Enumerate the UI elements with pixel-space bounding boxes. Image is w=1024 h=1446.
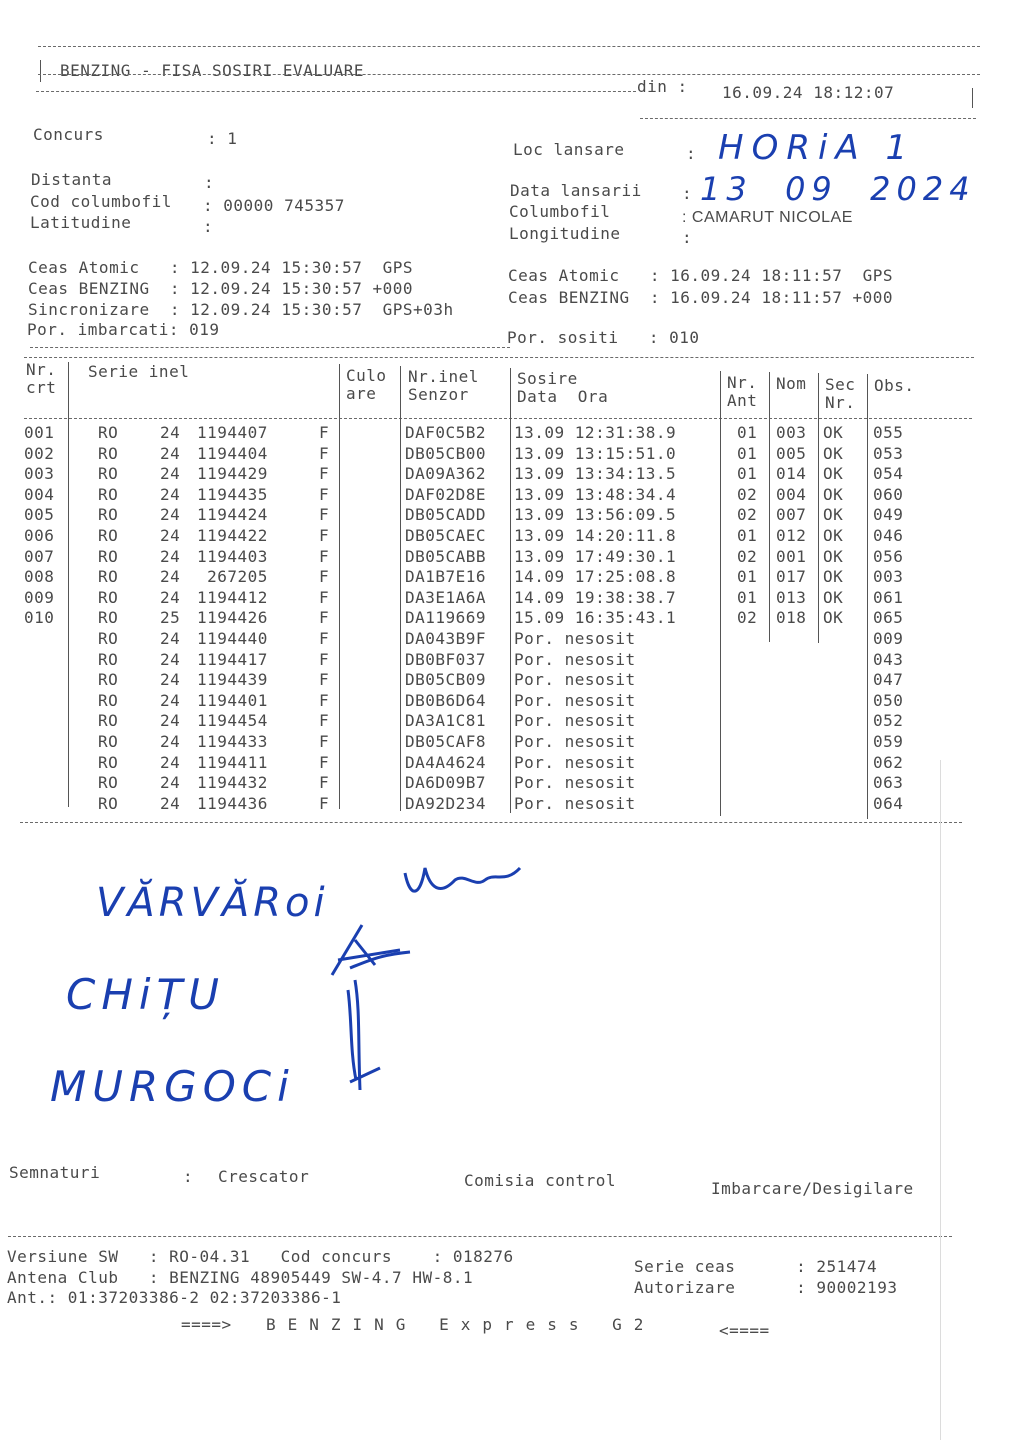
cell-nr-crt: 005: [24, 505, 55, 525]
cell-country: RO: [98, 608, 119, 628]
semnaturi-colon: :: [183, 1167, 194, 1186]
cell-ant: 02: [737, 484, 758, 504]
cell-senzor: DA09A362: [405, 464, 487, 484]
cell-ring-number: 1194439: [197, 670, 268, 690]
cod-columbofil-label: Cod columbofil: [30, 192, 172, 211]
cell-ring-number: 267205: [197, 567, 268, 587]
clock-left-3: Sincronizare : 12.09.24 15:30:57 GPS+03h: [28, 300, 454, 319]
cell-country: RO: [98, 484, 119, 504]
cell-senzor: DAF02D8E: [405, 484, 487, 504]
cell-senzor: DB05CB09: [405, 670, 487, 690]
cell-obs: 003: [873, 567, 904, 587]
brand-banner: BENZING Express G2: [266, 1315, 656, 1334]
cell-sosire: 13.09 14:20:11.8: [514, 526, 677, 545]
cell-nr-crt: 008: [24, 567, 55, 587]
cell-year: 24: [160, 773, 181, 793]
cell-obs: 065: [873, 608, 904, 628]
signature-3: [330, 970, 390, 1100]
cell-senzor: DA4A4624: [405, 752, 487, 772]
table-row: [0, 754, 1024, 774]
cell-sec: OK: [823, 484, 844, 504]
cell-ant: 01: [737, 526, 758, 545]
imbarcare-label: Imbarcare/Desigilare: [711, 1179, 914, 1198]
cell-sex: F: [319, 773, 330, 793]
cell-nr-crt: 002: [24, 443, 55, 463]
cell-obs: 056: [873, 546, 904, 566]
cell-obs: 064: [873, 793, 904, 813]
cell-senzor: DA119669: [405, 608, 487, 628]
cell-sex: F: [319, 423, 330, 442]
cell-year: 24: [160, 484, 181, 504]
cell-country: RO: [98, 629, 119, 648]
cell-nom: 003: [776, 423, 807, 442]
title-left-bar: [40, 60, 41, 82]
cell-sex: F: [319, 587, 330, 607]
footer-serie-ceas: Serie ceas : 251474: [634, 1257, 878, 1276]
distanta-label: Distanta: [31, 170, 113, 189]
table-row: [0, 609, 1024, 629]
cell-nom: 017: [776, 567, 807, 587]
data-lansarii-value: 13 09 2024: [700, 170, 976, 208]
cell-sosire: Por. nesosit: [514, 773, 636, 793]
cell-year: 24: [160, 690, 181, 710]
cell-obs: 061: [873, 587, 904, 607]
loc-lansare-label: Loc lansare: [513, 140, 625, 159]
clock-left-4: Por. imbarcati: 019: [27, 320, 220, 339]
cell-ring-number: 1194411: [197, 752, 268, 772]
cell-senzor: DA92D234: [405, 793, 487, 813]
table-row: [0, 445, 1024, 465]
cell-country: RO: [98, 443, 119, 463]
cell-nom: 005: [776, 443, 807, 463]
cell-obs: 009: [873, 629, 904, 648]
cell-country: RO: [98, 505, 119, 525]
cell-country: RO: [98, 690, 119, 710]
cell-nom: 013: [776, 587, 807, 607]
table-row: [0, 465, 1024, 485]
title-right-bar: [972, 88, 973, 108]
clock-right-1: Ceas Atomic : 16.09.24 18:11:57 GPS: [508, 266, 894, 285]
top-rule: [38, 46, 980, 47]
header-bottom-rule-2: [640, 118, 976, 119]
cell-nr-crt: 006: [24, 526, 55, 545]
cell-nom: 004: [776, 484, 807, 504]
cell-year: 24: [160, 629, 181, 648]
cell-ant: 01: [737, 423, 758, 442]
cell-ring-number: 1194417: [197, 649, 268, 669]
columbofil-label: Columbofil: [509, 202, 611, 221]
table-bottom-rule: [20, 822, 962, 823]
table-row: [0, 424, 1024, 444]
cell-sex: F: [319, 752, 330, 772]
cell-ant: 02: [737, 546, 758, 566]
cell-ring-number: 1194426: [197, 608, 268, 628]
cell-country: RO: [98, 546, 119, 566]
cell-sosire: Por. nesosit: [514, 670, 636, 690]
cell-senzor: DB0B6D64: [405, 690, 487, 710]
col-header-nr-ant: Nr. Ant: [727, 373, 758, 410]
cell-ring-number: 1194432: [197, 773, 268, 793]
cell-sex: F: [319, 732, 330, 751]
cell-sec: OK: [823, 464, 844, 484]
cell-obs: 053: [873, 443, 904, 463]
cell-sex: F: [319, 505, 330, 525]
cell-sosire: Por. nesosit: [514, 711, 636, 731]
cell-sec: OK: [823, 423, 844, 442]
table-row: [0, 733, 1024, 753]
cell-ant: 01: [737, 464, 758, 484]
cell-senzor: DA6D09B7: [405, 773, 487, 793]
table-row: [0, 692, 1024, 712]
cell-ring-number: 1194407: [197, 423, 268, 442]
cell-ring-number: 1194433: [197, 732, 268, 751]
cell-country: RO: [98, 793, 119, 813]
cell-senzor: DA1B7E16: [405, 567, 487, 587]
cell-nr-crt: 010: [24, 608, 55, 628]
col-header-serie-inel: Serie inel: [88, 362, 190, 381]
cell-sec: OK: [823, 608, 844, 628]
cell-sosire: 14.09 17:25:08.8: [514, 567, 677, 587]
cell-senzor: DB05CABB: [405, 546, 487, 566]
cell-ring-number: 1194422: [197, 526, 268, 545]
concurs-value: : 1: [207, 129, 238, 148]
cell-nom: 014: [776, 464, 807, 484]
cell-sex: F: [319, 567, 330, 587]
cell-nom: 012: [776, 526, 807, 545]
cell-ring-number: 1194440: [197, 629, 268, 648]
cell-ant: 01: [737, 567, 758, 587]
cell-nr-crt: 007: [24, 546, 55, 566]
brand-arrow-right: <====: [719, 1321, 770, 1340]
cell-sex: F: [319, 670, 330, 690]
cell-year: 24: [160, 546, 181, 566]
latitudine-label: Latitudine: [30, 213, 132, 232]
cell-country: RO: [98, 587, 119, 607]
cell-sec: OK: [823, 505, 844, 525]
cell-country: RO: [98, 670, 119, 690]
cell-obs: 052: [873, 711, 904, 731]
footer-ant: Ant.: 01:37203386-2 02:37203386-1: [7, 1288, 342, 1307]
handwritten-name-1: VĂRVĂRoi: [96, 880, 329, 926]
table-row: [0, 548, 1024, 568]
cell-country: RO: [98, 567, 119, 587]
signature-1: [400, 858, 530, 908]
cell-sosire: 15.09 16:35:43.1: [514, 608, 677, 628]
cell-obs: 049: [873, 505, 904, 525]
table-row: [0, 671, 1024, 691]
table-row: [0, 568, 1024, 588]
cell-year: 24: [160, 443, 181, 463]
cell-obs: 047: [873, 670, 904, 690]
cell-year: 24: [160, 732, 181, 751]
table-row: [0, 795, 1024, 815]
table-header-rule: [24, 418, 972, 419]
table-row: [0, 506, 1024, 526]
date-value: 16.09.24 18:12:07: [722, 83, 895, 102]
cell-ant: 02: [737, 505, 758, 525]
cell-obs: 043: [873, 649, 904, 669]
cell-year: 24: [160, 793, 181, 813]
cell-ring-number: 1194403: [197, 546, 268, 566]
cell-country: RO: [98, 423, 119, 442]
cell-year: 24: [160, 526, 181, 545]
cell-nr-crt: 009: [24, 587, 55, 607]
cell-year: 24: [160, 649, 181, 669]
cell-ring-number: 1194404: [197, 443, 268, 463]
data-lansarii-label: Data lansarii: [510, 181, 642, 200]
cell-sex: F: [319, 526, 330, 545]
distanta-colon: :: [204, 173, 215, 192]
cell-senzor: DAF0C5B2: [405, 423, 487, 442]
columbofil-value: : CAMARUT NICOLAE: [682, 209, 853, 226]
page-title: BENZING - FISA SOSIRI EVALUARE: [60, 61, 364, 80]
cell-sosire: Por. nesosit: [514, 649, 636, 669]
header-bottom-rule: [36, 91, 636, 92]
cell-obs: 062: [873, 752, 904, 772]
cell-sec: OK: [823, 443, 844, 463]
col-header-nr-crt: Nr. crt: [26, 360, 57, 397]
cell-year: 24: [160, 567, 181, 587]
cell-sosire: 14.09 19:38:38.7: [514, 587, 677, 607]
col-header-sosire: Sosire Data Ora: [517, 369, 609, 406]
cell-year: 24: [160, 464, 181, 484]
longitudine-label: Longitudine: [509, 224, 621, 243]
cell-year: 24: [160, 505, 181, 525]
cell-ring-number: 1194429: [197, 464, 268, 484]
clock-right-3: Por. sositi : 010: [507, 328, 700, 347]
col-header-obs: Obs.: [874, 376, 915, 395]
cell-sosire: 13.09 13:56:09.5: [514, 505, 677, 525]
cell-ant: 01: [737, 443, 758, 463]
cell-ant: 02: [737, 608, 758, 628]
cell-ring-number: 1194424: [197, 505, 268, 525]
cell-obs: 054: [873, 464, 904, 484]
semnaturi-label: Semnaturi: [9, 1163, 101, 1182]
brand-arrow-left: ====>: [181, 1315, 232, 1334]
handwritten-name-3: MURGOCi: [50, 1062, 295, 1111]
cell-nr-crt: 004: [24, 484, 55, 504]
cell-sex: F: [319, 443, 330, 463]
cell-senzor: DB05CAF8: [405, 732, 487, 751]
handwritten-name-2: CHiȚU: [66, 970, 225, 1019]
cell-sosire: Por. nesosit: [514, 732, 636, 751]
cell-sosire: 13.09 17:49:30.1: [514, 546, 677, 566]
cell-sec: OK: [823, 587, 844, 607]
footer-versiune: Versiune SW : RO-04.31 Cod concurs : 018276: [7, 1247, 514, 1266]
cell-sec: OK: [823, 526, 844, 545]
cell-obs: 060: [873, 484, 904, 504]
cell-year: 24: [160, 587, 181, 607]
cell-senzor: DB05CADD: [405, 505, 487, 525]
cell-ring-number: 1194435: [197, 484, 268, 504]
cell-sosire: Por. nesosit: [514, 629, 636, 648]
cell-senzor: DB05CB00: [405, 443, 487, 463]
cell-ring-number: 1194436: [197, 793, 268, 813]
cell-obs: 055: [873, 423, 904, 442]
footer-antena: Antena Club : BENZING 48905449 SW-4.7 HW-8.1: [7, 1268, 474, 1287]
table-row: [0, 486, 1024, 506]
table-row: [0, 630, 1024, 650]
cod-columbofil-value: : 00000 745357: [203, 196, 345, 215]
cell-nom: 018: [776, 608, 807, 628]
cell-year: 25: [160, 608, 181, 628]
col-header-culoare: Culo are: [346, 366, 387, 403]
cell-sex: F: [319, 546, 330, 566]
cell-sex: F: [319, 793, 330, 813]
cell-country: RO: [98, 649, 119, 669]
cell-nr-crt: 003: [24, 464, 55, 484]
cell-sex: F: [319, 608, 330, 628]
cell-sex: F: [319, 690, 330, 710]
clock-left-2: Ceas BENZING : 12.09.24 15:30:57 +000: [28, 279, 414, 298]
cell-sex: F: [319, 711, 330, 731]
cell-sosire: Por. nesosit: [514, 793, 636, 813]
data-lansarii-colon: :: [682, 184, 693, 203]
cell-year: 24: [160, 670, 181, 690]
cell-country: RO: [98, 464, 119, 484]
longitudine-colon: :: [682, 228, 693, 247]
cell-nom: 007: [776, 505, 807, 525]
cell-sosire: 13.09 12:31:38.9: [514, 423, 677, 442]
cell-sec: OK: [823, 546, 844, 566]
cell-sex: F: [319, 649, 330, 669]
table-row: [0, 651, 1024, 671]
comisia-label: Comisia control: [464, 1171, 616, 1190]
crescator-label: Crescator: [218, 1167, 310, 1186]
cell-senzor: DB0BF037: [405, 649, 487, 669]
col-header-nr-inel-senzor: Nr.inel Senzor: [408, 367, 479, 404]
cell-sosire: 13.09 13:48:34.4: [514, 484, 677, 504]
cell-ant: 01: [737, 587, 758, 607]
title-rule: [38, 74, 980, 75]
cell-sosire: 13.09 13:15:51.0: [514, 443, 677, 463]
cell-obs: 046: [873, 526, 904, 545]
clocks-rule: [30, 347, 510, 348]
table-row: [0, 712, 1024, 732]
table-row: [0, 527, 1024, 547]
cell-nom: 001: [776, 546, 807, 566]
cell-obs: 050: [873, 690, 904, 710]
cell-senzor: DB05CAEC: [405, 526, 487, 545]
cell-senzor: DA3A1C81: [405, 711, 487, 731]
cell-sosire: 13.09 13:34:13.5: [514, 464, 677, 484]
concurs-label: Concurs: [33, 125, 104, 144]
table-row: [0, 774, 1024, 794]
cell-country: RO: [98, 711, 119, 731]
clock-right-2: Ceas BENZING : 16.09.24 18:11:57 +000: [508, 288, 894, 307]
table-top-rule: [24, 357, 974, 358]
cell-sec: OK: [823, 567, 844, 587]
cell-obs: 063: [873, 773, 904, 793]
footer-autorizare: Autorizare : 90002193: [634, 1278, 898, 1297]
cell-sex: F: [319, 629, 330, 648]
col-header-sec-nr: Sec Nr.: [825, 375, 856, 412]
cell-sex: F: [319, 484, 330, 504]
table-row: [0, 589, 1024, 609]
loc-lansare-value: HORiA 1: [718, 128, 916, 168]
cell-country: RO: [98, 773, 119, 793]
loc-lansare-colon: :: [686, 144, 697, 163]
cell-year: 24: [160, 752, 181, 772]
cell-year: 24: [160, 423, 181, 442]
cell-senzor: DA3E1A6A: [405, 587, 487, 607]
cell-year: 24: [160, 711, 181, 731]
cell-sosire: Por. nesosit: [514, 752, 636, 772]
cell-ring-number: 1194454: [197, 711, 268, 731]
cell-country: RO: [98, 752, 119, 772]
cell-senzor: DA043B9F: [405, 629, 487, 648]
page-edge-line: [940, 760, 941, 1440]
cell-sex: F: [319, 464, 330, 484]
latitudine-colon: :: [203, 217, 214, 236]
cell-nr-crt: 001: [24, 423, 55, 442]
clock-left-1: Ceas Atomic : 12.09.24 15:30:57 GPS: [28, 258, 414, 277]
cell-obs: 059: [873, 732, 904, 751]
date-label: din :: [637, 77, 688, 96]
cell-ring-number: 1194412: [197, 587, 268, 607]
footer-rule: [8, 1236, 952, 1237]
col-header-nom: Nom: [776, 374, 807, 393]
cell-ring-number: 1194401: [197, 690, 268, 710]
cell-country: RO: [98, 526, 119, 545]
cell-country: RO: [98, 732, 119, 751]
cell-sosire: Por. nesosit: [514, 690, 636, 710]
